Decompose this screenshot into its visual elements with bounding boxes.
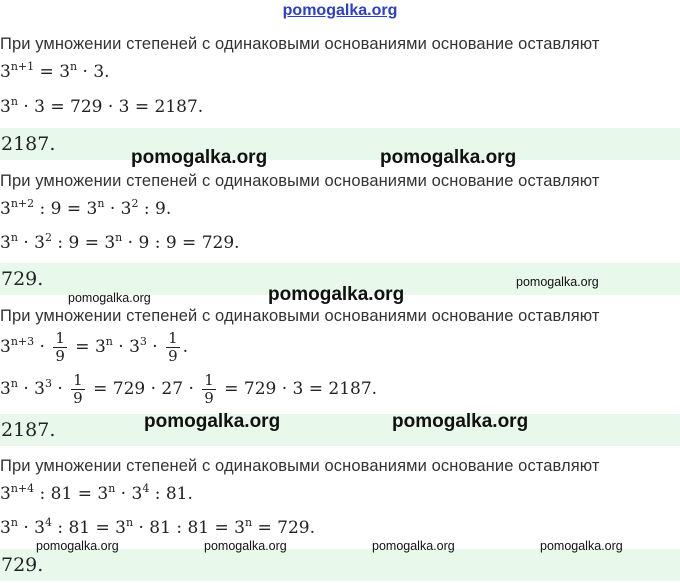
rule-text-1: При умножении степеней с одинаковыми основаниями основание оставляют <box>0 35 600 53</box>
answer-4: 729. <box>1 554 44 576</box>
equation-2a: $3^{n+2}$ : $9 = 3^n \cdot 3^2$ : 9. <box>0 197 172 219</box>
answer-band-4 <box>0 549 680 581</box>
fraction: $\frac{1}{9}$ <box>168 329 178 365</box>
equation-1b: $3^n \cdot 3 = 729 \cdot 3 = 2187$. <box>0 95 204 117</box>
equation-3a: $3^{n+3}$ · $\frac{1}{9}$ = $3^n \cdot 3^3$ · $\frac{1}{9}$ . <box>0 329 189 365</box>
fraction: $\frac{1}{9}$ <box>73 371 83 407</box>
rule-text-2: При умножении степеней с одинаковыми основаниями основание оставляют <box>0 172 600 190</box>
watermark: pomogalka.org <box>516 275 599 289</box>
answer-1: 2187. <box>1 133 56 155</box>
watermark: pomogalka.org <box>268 284 405 305</box>
answer-band-3 <box>0 414 680 446</box>
rule-text-4: При умножении степеней с одинаковыми основаниями основание оставляют <box>0 457 600 475</box>
watermark: pomogalka.org <box>372 539 455 553</box>
equation-1a: $3^{n+1} = 3^n \cdot 3$. <box>0 60 110 82</box>
watermark: pomogalka.org <box>540 539 623 553</box>
equation-3b: $3^n \cdot 3^3$ · $\frac{1}{9}$ = 729 · 27 · $\frac{1}{9}$ = 729 · 3 = 2187. <box>0 371 378 407</box>
equation-2b: $3^n \cdot 3^2$ : $9 = 3^n \cdot 9$ : 9 = 729. <box>0 231 240 253</box>
equation-4b: $3^n \cdot 3^4$ : $81 = 3^n \cdot 81$ : $81 = 3^n = 729$. <box>0 516 315 538</box>
site-header-link[interactable]: pomogalka.org <box>282 2 398 19</box>
answer-3: 2187. <box>1 419 56 441</box>
watermark: pomogalka.org <box>204 539 287 553</box>
rule-text-3: При умножении степеней с одинаковыми основаниями основание оставляют <box>0 307 600 325</box>
answer-2: 729. <box>1 268 44 290</box>
answer-band-1 <box>0 128 680 160</box>
watermark: pomogalka.org <box>144 411 281 432</box>
fraction: $\frac{1}{9}$ <box>204 371 214 407</box>
watermark: pomogalka.org <box>36 539 119 553</box>
watermark: pomogalka.org <box>68 291 151 305</box>
equation-4a: $3^{n+4}$ : $81 = 3^n \cdot 3^4$ : 81. <box>0 482 193 504</box>
watermark: pomogalka.org <box>380 147 517 168</box>
watermark: pomogalka.org <box>131 147 268 168</box>
watermark: pomogalka.org <box>392 411 529 432</box>
fraction: $\frac{1}{9}$ <box>55 329 65 365</box>
